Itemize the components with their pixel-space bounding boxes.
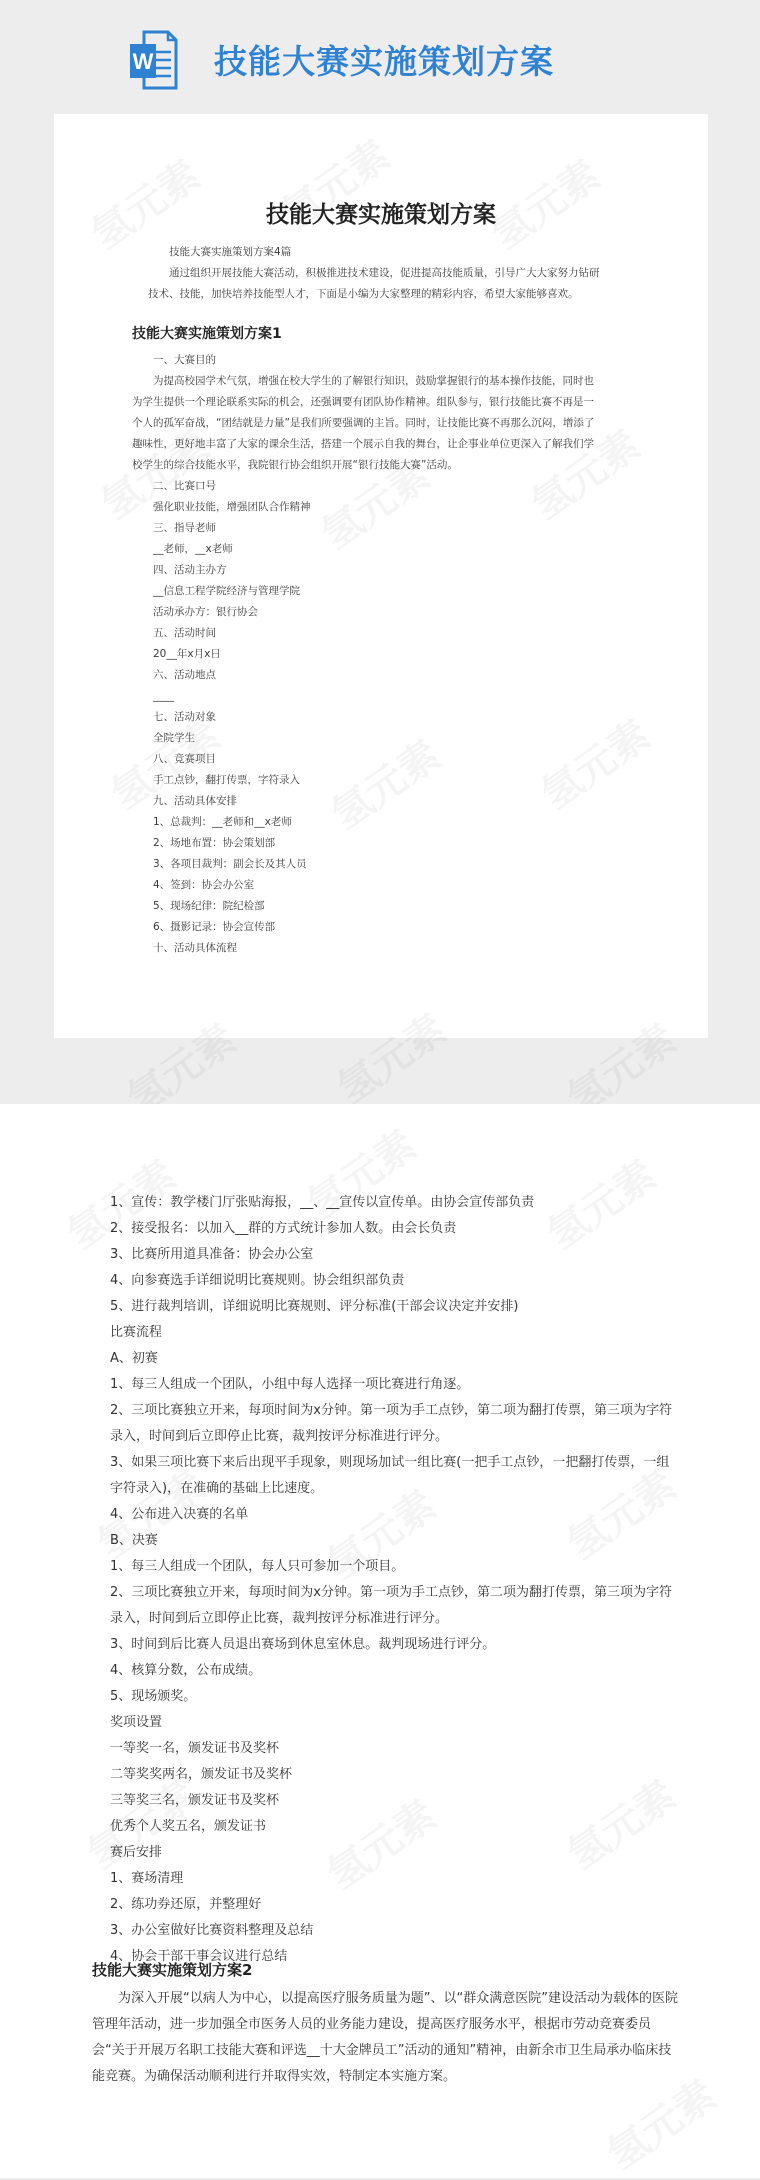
line: 1、赛场清理 <box>110 1871 184 1886</box>
section2-block <box>92 1954 682 2090</box>
line: 4、协会干部干事会议进行总结 <box>110 1949 288 1964</box>
line: 4、公布进入决赛的名单 <box>110 1507 249 1522</box>
line: ____ <box>153 690 174 702</box>
line: 5、现场纪律：院纪检部 <box>153 900 265 912</box>
page-gap <box>0 1038 760 1104</box>
line: 2、三项比赛独立开来，每项时间为x分钟。第一项为手工点钞，第二项为翻打传票，第三项为字符录入，时间到后立即停止比赛，裁判按评分标准进行评分。 <box>110 1403 672 1444</box>
line: 4、核算分数，公布成绩。 <box>110 1663 262 1678</box>
section1-block <box>132 320 602 959</box>
purpose-paragraph: 为提高校园学术气氛，增强在校大学生的了解银行知识，鼓励掌握银行的基本操作技能，同时也为学生提供一个理论联系实际的机会，还强调要有团队协作精神。组队参与，银行技能比赛不再是一个人的孤军奋战，“团结就是力量”是我们所要强调的主旨。同时，让技能比赛不再那么沉闷，增添了趣味性，更好地丰富了大家的课余生活，搭建一个展示自我的舞台，让企事业单位更深入了解我们学校学生的综合技能水平，我院银行协会组织开展“银行技能大赛”活动。 <box>132 375 595 471</box>
line: 6、摄影记录：协会宣传部 <box>153 921 276 933</box>
line: 优秀个人奖五名，颁发证书 <box>110 1819 267 1834</box>
line: 5、进行裁判培训，详细说明比赛规则、评分标准(干部会议决定并安排) <box>110 1299 519 1314</box>
line: 六、活动地点 <box>153 669 216 681</box>
line: A、初赛 <box>110 1351 158 1366</box>
line: 四、活动主办方 <box>153 564 227 576</box>
document-page-2 <box>0 1104 760 2178</box>
line: 1、每三人组成一个团队，小组中每人选择一项比赛进行角逐。 <box>110 1377 470 1392</box>
line: 五、活动时间 <box>153 627 216 639</box>
line: 二等奖奖两名，颁发证书及奖杯 <box>110 1767 293 1782</box>
line: 三等奖三名，颁发证书及奖杯 <box>110 1793 280 1808</box>
line: 八、竞赛项目 <box>153 753 216 765</box>
line: 比赛流程 <box>110 1325 163 1340</box>
line: 1、宣传：教学楼门厅张贴海报，__、__宣传以宣传单。由协会宣传部负责 <box>110 1195 535 1210</box>
section2-paragraph: 为深入开展“以病人为中心，以提高医疗服务质量为题”、以“群众满意医院”建设活动为载体的医院管理年活动，进一步加强全市医务人员的业务能力建设，提高医疗服务水平，根据市劳动竞赛委员会“关于开展万名职工技能大赛和评选__十大金牌员工”活动的通知”精神，由新余市卫生局承办临床技能竞赛。为确保活动顺利进行并取得实效，特制定本实施方案。 <box>92 1991 678 2084</box>
intro-block <box>148 242 608 305</box>
line: 4、签到：协会办公室 <box>153 879 255 891</box>
header-banner <box>0 0 760 112</box>
intro-count: 技能大赛实施策划方案4篇 <box>169 246 292 258</box>
word-document-icon <box>130 30 178 90</box>
line: 活动承办方：银行协会 <box>153 606 258 618</box>
line: 20__年x月x日 <box>153 648 221 660</box>
line: B、决赛 <box>110 1533 158 1548</box>
line: 2、三项比赛独立开来，每项时间为x分钟。第一项为手工点钞，第二项为翻打传票，第三项为字符录入，时间到后立即停止比赛，裁判按评分标准进行评分。 <box>110 1585 672 1626</box>
line: 手工点钞，翻打传票，字符录入 <box>153 774 300 786</box>
line: 3、时间到后比赛人员退出赛场到休息室休息。裁判现场进行评分。 <box>110 1637 496 1652</box>
document-title: 技能大赛实施策划方案 <box>266 202 496 228</box>
line: __信息工程学院经济与管理学院 <box>153 585 300 597</box>
document-page-1 <box>54 114 708 1038</box>
line: 3、各项目裁判：副会长及其人员 <box>153 858 307 870</box>
line: 4、向参赛选手详细说明比赛规则。协会组织部负责 <box>110 1273 405 1288</box>
line: 2、练功券还原，并整理好 <box>110 1897 262 1912</box>
page2-list-block <box>92 1190 682 1970</box>
line: 1、总裁判：__老师和__x老师 <box>153 816 292 828</box>
line: 5、现场颁奖。 <box>110 1689 197 1704</box>
line: 强化职业技能，增强团队合作精神 <box>153 501 311 513</box>
line: 二、比赛口号 <box>153 480 216 492</box>
line: 一等奖一名，颁发证书及奖杯 <box>110 1741 280 1756</box>
section2-heading: 技能大赛实施策划方案2 <box>92 1961 253 1979</box>
line: 2、场地布置：协会策划部 <box>153 837 276 849</box>
line: __老师，__x老师 <box>153 543 233 555</box>
line: 七、活动对象 <box>153 711 216 723</box>
line: 3、办公室做好比赛资料整理及总结 <box>110 1923 314 1938</box>
section1-heading: 技能大赛实施策划方案1 <box>132 326 282 342</box>
intro-paragraph: 通过组织开展技能大赛活动，积极推进技术建设，促进提高技能质量，引导广大大家努力钻研技术、技能，加快培养技能型人才，下面是小编为大家整理的精彩内容，希望大家能够喜欢。 <box>148 267 600 300</box>
line: 九、活动具体安排 <box>153 795 237 807</box>
line: 2、接受报名：以加入__群的方式统计参加人数。由会长负责 <box>110 1221 457 1236</box>
line: 奖项设置 <box>110 1715 163 1730</box>
logo-letter: W <box>132 49 154 74</box>
line: 全院学生 <box>153 732 195 744</box>
line: 3、比赛所用道具准备：协会办公室 <box>110 1247 314 1262</box>
line: 赛后安排 <box>110 1845 163 1860</box>
line: 1、每三人组成一个团队，每人只可参加一个项目。 <box>110 1559 405 1574</box>
line: 三、指导老师 <box>153 522 216 534</box>
header-title: 技能大赛实施策划方案 <box>214 42 554 81</box>
line: 一、大赛目的 <box>153 354 216 366</box>
line: 十、活动具体流程 <box>153 942 237 954</box>
line: 3、如果三项比赛下来后出现平手现象，则现场加试一组比赛(一把手工点钞，一把翻打传票，一组字符录入)，在准确的基础上比速度。 <box>110 1455 670 1496</box>
